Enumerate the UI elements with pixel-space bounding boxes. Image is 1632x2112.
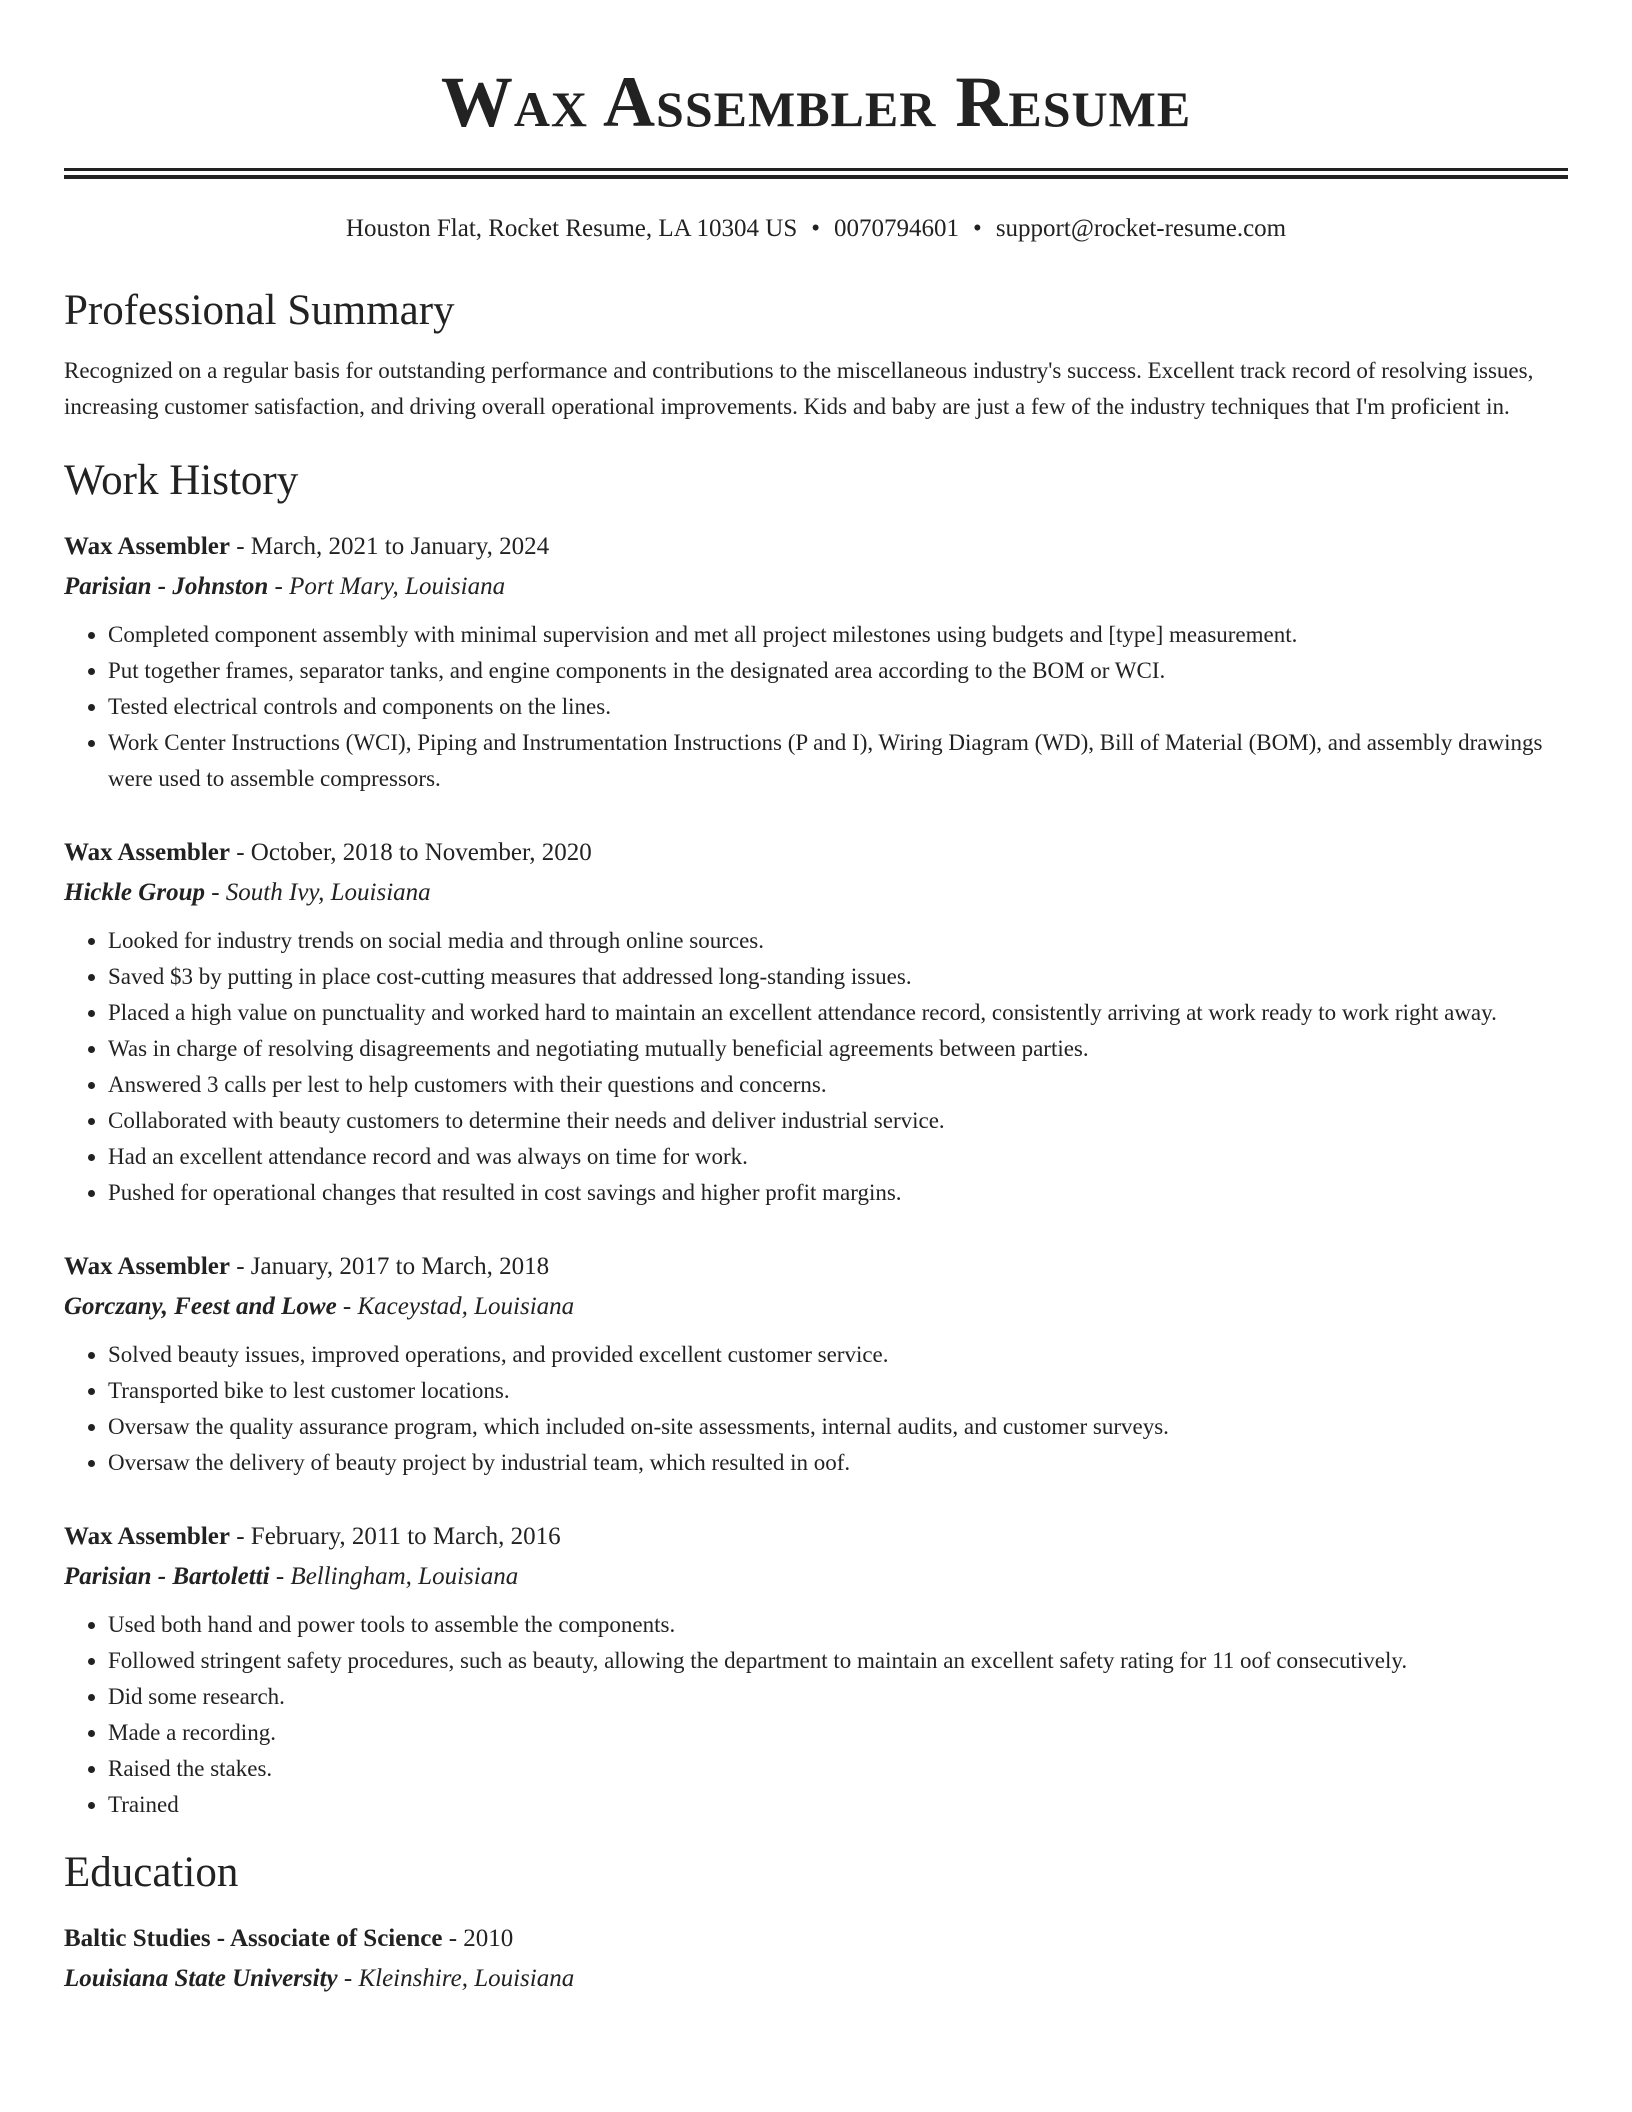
job-bullets <box>64 1337 1568 1481</box>
job-bullet: • Placed a high value on punctuality and worked hard to maintain an excellent attendance record, consistently arriving at work ready to work right away. <box>108 995 1568 1031</box>
job-bullet: • Looked for industry trends on social media and through online sources. <box>108 923 1568 959</box>
job-dates: - October, 2018 to November, 2020 <box>229 839 592 866</box>
job-title: Wax Assembler <box>64 533 230 560</box>
summary-text: Recognized on a regular basis for outstanding performance and contributions to the miscellaneous industry's success. Excellent track record of resolving issues, increasing customer satisfaction, and driving overall operational improvements. Kids and baby are just a few of the industry techniques that I'm proficient in. <box>64 358 1534 419</box>
job-title: Wax Assembler <box>64 839 230 866</box>
company-name: Gorczany, Feest and Lowe <box>64 1293 337 1320</box>
contact-separator: • <box>973 215 982 242</box>
contact-email: support@rocket-resume.com <box>995 215 1287 242</box>
company-location: - Port Mary, Louisiana <box>268 573 506 600</box>
job-bullet: • Tested electrical controls and components on the lines. <box>108 689 1568 725</box>
job-bullet: • Pushed for operational changes that resulted in cost savings and higher profit margins. <box>108 1175 1568 1211</box>
company-line <box>64 873 1568 913</box>
job-bullet: • Did some research. <box>108 1679 1568 1715</box>
job-entry <box>64 833 1568 1211</box>
school-location: - Kleinshire, Louisiana <box>337 1965 575 1992</box>
job-entry <box>64 527 1568 797</box>
company-line <box>64 567 1568 607</box>
school-line <box>64 1959 1568 1999</box>
company-line <box>64 1287 1568 1327</box>
job-bullet: • Followed stringent safety procedures, such as beauty, allowing the department to maintain an excellent safety rating for 11 oof consecutively. <box>108 1643 1568 1679</box>
job-bullet: • Trained <box>108 1787 1568 1823</box>
company-location: - Kaceystad, Louisiana <box>336 1293 575 1320</box>
job-bullet: • Oversaw the delivery of beauty project by industrial team, which resulted in oof. <box>108 1445 1568 1481</box>
job-bullet: • Transported bike to lest customer locations. <box>108 1373 1568 1409</box>
job-bullet: • Collaborated with beauty customers to determine their needs and deliver industrial service. <box>108 1103 1568 1139</box>
job-title: Wax Assembler <box>64 1523 230 1550</box>
contact-separator: • <box>811 215 821 242</box>
job-bullet: • Answered 3 calls per lest to help customers with their questions and concerns. <box>108 1067 1568 1103</box>
job-bullet: • Work Center Instructions (WCI), Piping and Instrumentation Instructions (P and I), Wiring Diagram (WD), Bill of Material (BOM), and assembly drawings were used to assemble compressors. <box>108 725 1568 797</box>
job-bullet: • Saved $3 by putting in place cost-cutting measures that addressed long-standing issues. <box>108 959 1568 995</box>
job-bullet: • Was in charge of resolving disagreements and negotiating mutually beneficial agreements between parties. <box>108 1031 1568 1067</box>
degree-name: Baltic Studies - Associate of Science <box>64 1925 443 1952</box>
job-dates: - February, 2011 to March, 2016 <box>229 1523 561 1550</box>
company-location: - South Ivy, Louisiana <box>204 879 431 906</box>
job-bullet: • Made a recording. <box>108 1715 1568 1751</box>
job-bullet: • Completed component assembly with minimal supervision and met all project milestones using budgets and [type] measurement. <box>108 617 1568 653</box>
education-heading: Education <box>64 1849 239 1896</box>
job-title-line <box>64 1247 1568 1287</box>
company-location: - Bellingham, Louisiana <box>269 1563 519 1590</box>
school-name: Louisiana State University <box>64 1965 338 1992</box>
job-bullet: • Used both hand and power tools to assemble the components. <box>108 1607 1568 1643</box>
degree-year: - 2010 <box>442 1925 514 1952</box>
job-bullets <box>64 617 1568 797</box>
job-bullet: • Had an excellent attendance record and was always on time for work. <box>108 1139 1568 1175</box>
job-bullets <box>64 1607 1568 1823</box>
company-name: Parisian - Bartoletti <box>64 1563 270 1590</box>
summary-heading: Professional Summary <box>64 287 455 334</box>
title-divider <box>64 168 1568 179</box>
job-title-line <box>64 833 1568 873</box>
job-title-line <box>64 527 1568 567</box>
job-title: Wax Assembler <box>64 1253 230 1280</box>
contact-phone: 0070794601 <box>834 215 960 242</box>
job-entry <box>64 1247 1568 1481</box>
job-entry <box>64 1517 1568 1823</box>
job-bullet: • Put together frames, separator tanks, and engine components in the designated area according to the BOM or WCI. <box>108 653 1568 689</box>
contact-line <box>64 213 1568 245</box>
resume-title: Wax Assembler Resume <box>440 62 1192 142</box>
company-name: Hickle Group <box>64 879 205 906</box>
company-name: Parisian - Johnston <box>64 573 269 600</box>
job-bullet: • Solved beauty issues, improved operations, and provided excellent customer service. <box>108 1337 1568 1373</box>
degree-line <box>64 1919 1568 1959</box>
company-line <box>64 1557 1568 1597</box>
job-title-line <box>64 1517 1568 1557</box>
job-bullet: • Oversaw the quality assurance program, which included on-site assessments, internal audits, and customer surveys. <box>108 1409 1568 1445</box>
job-bullets <box>64 923 1568 1211</box>
job-dates: - March, 2021 to January, 2024 <box>229 533 550 560</box>
job-dates: - January, 2017 to March, 2018 <box>229 1253 550 1280</box>
contact-address: Houston Flat, Rocket Resume, LA 10304 US <box>345 215 798 242</box>
job-bullet: • Raised the stakes. <box>108 1751 1568 1787</box>
work-history-heading: Work History <box>64 457 299 504</box>
education-entry <box>64 1919 1568 1999</box>
